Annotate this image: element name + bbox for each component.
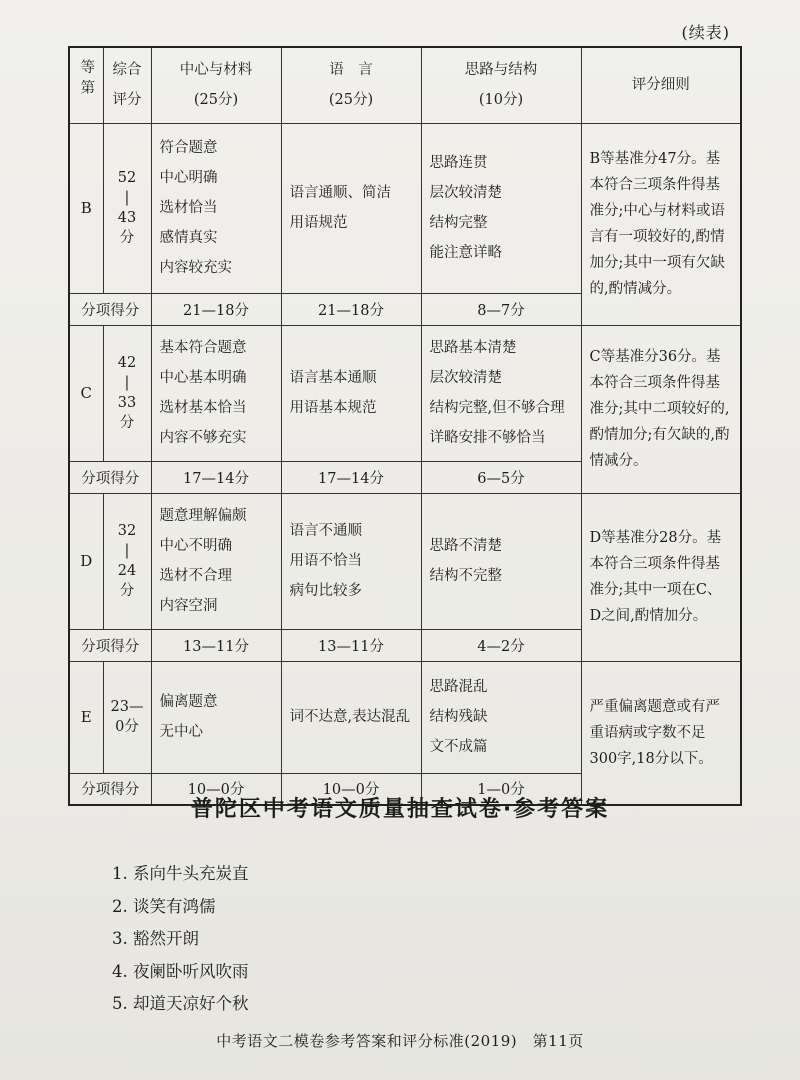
subscore-value: 17—14分 (281, 461, 421, 493)
header-content-line2: (25分) (193, 92, 239, 109)
header-language-line2: (25分) (328, 92, 374, 109)
grade-cell: D (69, 493, 103, 629)
language-criterion: 用语基本规范 (289, 400, 377, 416)
continued-label: (续表) (681, 23, 730, 42)
header-grade (69, 47, 103, 123)
structure-criterion: 结构完整,但不够合理 (429, 400, 565, 416)
subscore-label: 分项得分 (69, 293, 151, 325)
header-total (103, 47, 151, 123)
content-criterion: 内容空洞 (159, 598, 218, 614)
content-criterion: 中心基本明确 (159, 370, 247, 386)
header-structure-line1: 思路与结构 (464, 62, 538, 79)
structure-criterion: 能注意详略 (429, 245, 502, 261)
grade-row-c (69, 325, 741, 461)
answer-item: 5. 却道天凉好个秋 (112, 994, 249, 1013)
section-title: 普陀区中考语文质量抽查试卷·参考答案 (190, 797, 610, 822)
structure-criterion: 思路基本清楚 (429, 340, 517, 356)
score-range-part: 0分 (115, 719, 139, 735)
subscore-value: 13—11分 (151, 629, 281, 661)
subscore-label: 分项得分 (69, 773, 151, 805)
subscore-value: 21—18分 (151, 293, 281, 325)
answer-item: 1. 系向牛头充炭直 (112, 864, 249, 883)
header-structure-line2: (10分) (478, 92, 524, 109)
structure-criterion: 结构不完整 (429, 568, 502, 584)
grading-table (68, 46, 742, 806)
structure-criterion: 思路混乱 (429, 679, 488, 695)
score-range-part: 33 (117, 395, 137, 411)
structure-criterion: 思路连贯 (429, 155, 488, 171)
structure-criterion: 层次较清楚 (429, 185, 502, 201)
subscore-value: 21—18分 (281, 293, 421, 325)
structure-criterion: 层次较清楚 (429, 370, 502, 386)
content-criterion: 无中心 (159, 724, 203, 740)
content-criterion: 中心不明确 (159, 538, 232, 554)
table-body (69, 123, 741, 805)
content-criteria-cell (151, 661, 281, 773)
score-range-part: | (124, 543, 130, 559)
language-criterion: 用语规范 (289, 215, 348, 231)
subscore-value: 10—0分 (151, 773, 281, 805)
score-range-part: 分 (119, 415, 135, 431)
content-criterion: 内容不够充实 (159, 430, 247, 446)
score-range-part: 分 (119, 230, 135, 246)
header-notes: 评分细则 (581, 47, 741, 123)
content-criterion: 题意理解偏颇 (159, 508, 247, 524)
grade-cell: B (69, 123, 103, 293)
header-content-line1: 中心与材料 (179, 62, 253, 79)
grading-notes-cell: 严重偏离题意或有严重语病或字数不足300字,18分以下。 (581, 661, 741, 805)
score-range-part: 分 (119, 583, 135, 599)
content-criteria-cell (151, 493, 281, 629)
score-range-cell (103, 493, 151, 629)
subscore-label: 分项得分 (69, 629, 151, 661)
content-criterion: 偏离题意 (159, 694, 218, 710)
grade-row-d (69, 493, 741, 629)
content-criterion: 符合题意 (159, 140, 218, 156)
header-grade-text: 等第 (78, 59, 95, 101)
content-criterion: 中心明确 (159, 170, 218, 186)
table-header-row (69, 47, 741, 123)
subscore-value: 1—0分 (421, 773, 581, 805)
structure-criterion: 文不成篇 (429, 739, 488, 755)
subscore-value: 6—5分 (421, 461, 581, 493)
content-criteria-cell (151, 325, 281, 461)
score-range-part: 24 (117, 563, 137, 579)
content-criterion: 内容较充实 (159, 260, 232, 276)
structure-criteria-cell (421, 493, 581, 629)
score-range-cell (103, 661, 151, 773)
content-criterion: 感情真实 (159, 230, 218, 246)
content-criterion: 选材基本恰当 (159, 400, 247, 416)
header-total-line2: 评分 (112, 92, 142, 109)
subscore-label: 分项得分 (69, 461, 151, 493)
grade-cell: E (69, 661, 103, 773)
grading-notes-cell: D等基准分28分。基本符合三项条件得基准分;其中一项在C、D之间,酌情加分。 (581, 493, 741, 661)
subscore-value: 13—11分 (281, 629, 421, 661)
score-range-part: | (124, 190, 130, 206)
grading-notes-cell: B等基准分47分。基本符合三项条件得基准分;中心与材料或语言有一项较好的,酌情加分;其中一项有欠缺的,酌情减分。 (581, 123, 741, 325)
content-criterion: 选材不合理 (159, 568, 232, 584)
grade-row-e (69, 661, 741, 773)
subscore-value: 17—14分 (151, 461, 281, 493)
language-criterion: 语言通顺、简洁 (289, 185, 391, 201)
header-content (151, 47, 281, 123)
answer-list (112, 858, 249, 1021)
language-criterion: 语言不通顺 (289, 523, 362, 539)
answer-item: 4. 夜阑卧听风吹雨 (112, 961, 249, 981)
language-criteria-cell (281, 661, 421, 773)
grade-row-b (69, 123, 741, 293)
score-range-part: 43 (117, 210, 137, 226)
subscore-value: 4—2分 (421, 629, 581, 661)
grading-notes-cell: C等基准分36分。基本符合三项条件得基准分;其中二项较好的,酌情加分;有欠缺的,酌情减分。 (581, 325, 741, 493)
header-language (281, 47, 421, 123)
structure-criteria-cell (421, 661, 581, 773)
language-criteria-cell (281, 493, 421, 629)
structure-criterion: 思路不清楚 (429, 538, 502, 554)
header-language-line1: 语 言 (329, 62, 373, 79)
structure-criteria-cell (421, 325, 581, 461)
score-range-cell (103, 325, 151, 461)
content-criteria-cell (151, 123, 281, 293)
page-footer: 中考语文二模卷参考答案和评分标准(2019) 第11页 (216, 1032, 584, 1050)
header-structure (421, 47, 581, 123)
grading-table-wrap (68, 46, 742, 799)
answer-item: 3. 豁然开朗 (112, 929, 199, 948)
structure-criterion: 结构残缺 (429, 709, 488, 725)
language-criteria-cell (281, 123, 421, 293)
language-criterion: 病句比较多 (289, 583, 362, 599)
language-criterion: 语言基本通顺 (289, 370, 377, 386)
score-range-part: 52 (117, 170, 137, 186)
structure-criterion: 结构完整 (429, 215, 488, 231)
score-range-part: 42 (117, 355, 137, 371)
score-range-cell (103, 123, 151, 293)
language-criterion: 词不达意,表达混乱 (289, 709, 411, 725)
subscore-value: 8—7分 (421, 293, 581, 325)
subscore-value: 10—0分 (281, 773, 421, 805)
score-range-part: | (124, 375, 130, 391)
score-range-part: 23— (110, 699, 144, 715)
content-criterion: 选材恰当 (159, 200, 218, 216)
structure-criterion: 详略安排不够恰当 (429, 430, 546, 446)
language-criteria-cell (281, 325, 421, 461)
structure-criteria-cell (421, 123, 581, 293)
score-range-part: 32 (117, 523, 137, 539)
content-criterion: 基本符合题意 (159, 340, 247, 356)
header-total-line1: 综合 (112, 62, 142, 79)
answer-item: 2. 谈笑有鸿儒 (112, 896, 216, 916)
language-criterion: 用语不恰当 (289, 553, 362, 569)
grade-cell: C (69, 325, 103, 461)
